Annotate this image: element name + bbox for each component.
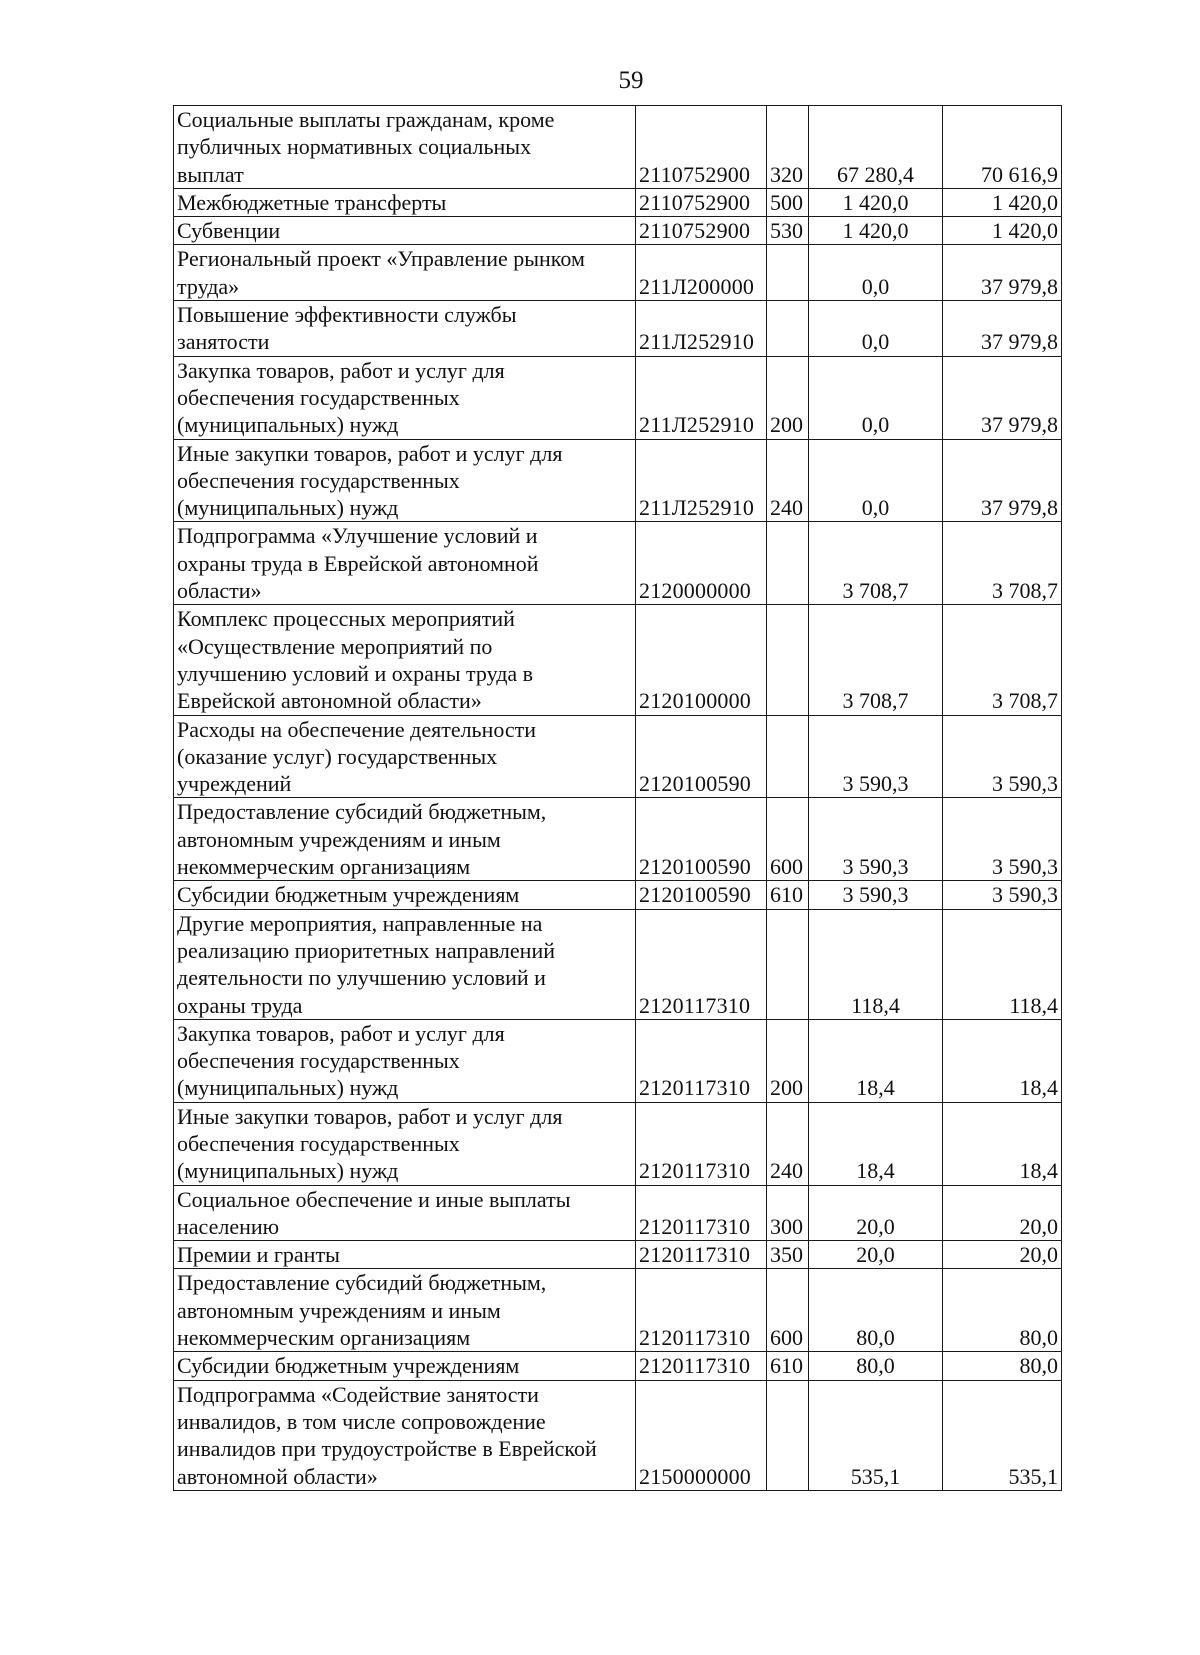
row-expense-type <box>767 1380 809 1490</box>
row-name: Иные закупки товаров, работ и услуг для обеспечения государственных (муниципальных) нужд <box>174 439 636 522</box>
table-row <box>174 605 1062 715</box>
row-expense-type: 200 <box>767 356 809 439</box>
row-amount-1: 18,4 <box>809 1102 943 1185</box>
row-target-code: 2120117310 <box>636 1019 767 1102</box>
row-target-code: 211Л252910 <box>636 356 767 439</box>
row-amount-1: 80,0 <box>809 1269 943 1352</box>
row-amount-1: 1 420,0 <box>809 188 943 216</box>
row-amount-2: 37 979,8 <box>943 356 1062 439</box>
row-amount-2: 20,0 <box>943 1241 1062 1269</box>
row-target-code: 2120117310 <box>636 909 767 1019</box>
table-row <box>174 439 1062 522</box>
row-amount-2: 37 979,8 <box>943 245 1062 301</box>
row-expense-type: 600 <box>767 798 809 881</box>
row-target-code: 2120117310 <box>636 1185 767 1241</box>
row-expense-type: 500 <box>767 188 809 216</box>
row-amount-1: 3 708,7 <box>809 522 943 605</box>
row-expense-type: 200 <box>767 1019 809 1102</box>
row-amount-2: 3 590,3 <box>943 881 1062 909</box>
row-name: Региональный проект «Управление рынком труда» <box>174 245 636 301</box>
table-row <box>174 217 1062 245</box>
row-target-code: 2120117310 <box>636 1352 767 1380</box>
table-row <box>174 356 1062 439</box>
table-row <box>174 1019 1062 1102</box>
row-target-code: 211Л252910 <box>636 439 767 522</box>
row-amount-2: 70 616,9 <box>943 106 1062 189</box>
row-expense-type: 240 <box>767 1102 809 1185</box>
row-amount-2: 80,0 <box>943 1269 1062 1352</box>
row-expense-type <box>767 909 809 1019</box>
row-expense-type <box>767 605 809 715</box>
table-row <box>174 1269 1062 1352</box>
table-row <box>174 188 1062 216</box>
row-amount-2: 1 420,0 <box>943 217 1062 245</box>
row-expense-type: 600 <box>767 1269 809 1352</box>
row-name: Закупка товаров, работ и услуг для обеспечения государственных (муниципальных) нужд <box>174 356 636 439</box>
table-row <box>174 522 1062 605</box>
row-target-code: 2120100590 <box>636 715 767 798</box>
row-amount-1: 67 280,4 <box>809 106 943 189</box>
row-name: Иные закупки товаров, работ и услуг для обеспечения государственных (муниципальных) нужд <box>174 1102 636 1185</box>
row-target-code: 2120117310 <box>636 1269 767 1352</box>
budget-table-body <box>174 106 1062 1491</box>
table-row <box>174 1241 1062 1269</box>
row-name: Закупка товаров, работ и услуг для обеспечения государственных (муниципальных) нужд <box>174 1019 636 1102</box>
row-expense-type: 300 <box>767 1185 809 1241</box>
row-amount-2: 37 979,8 <box>943 301 1062 357</box>
row-amount-2: 1 420,0 <box>943 188 1062 216</box>
table-row <box>174 1352 1062 1380</box>
row-name: Комплекс процессных мероприятий «Осуществление мероприятий по улучшению условий и охраны труда в Еврейской автономной области» <box>174 605 636 715</box>
row-target-code: 2120100590 <box>636 881 767 909</box>
table-row <box>174 881 1062 909</box>
row-amount-1: 20,0 <box>809 1241 943 1269</box>
row-target-code: 211Л200000 <box>636 245 767 301</box>
row-name: Предоставление субсидий бюджетным, автономным учреждениям и иным некоммерческим организациям <box>174 1269 636 1352</box>
row-amount-2: 3 590,3 <box>943 798 1062 881</box>
row-name: Другие мероприятия, направленные на реализацию приоритетных направлений деятельности по улучшению условий и охраны труда <box>174 909 636 1019</box>
row-amount-2: 118,4 <box>943 909 1062 1019</box>
row-target-code: 2120000000 <box>636 522 767 605</box>
row-target-code: 2120100000 <box>636 605 767 715</box>
row-target-code: 2110752900 <box>636 188 767 216</box>
row-amount-2: 37 979,8 <box>943 439 1062 522</box>
row-name: Субсидии бюджетным учреждениям <box>174 1352 636 1380</box>
row-amount-2: 20,0 <box>943 1185 1062 1241</box>
table-row <box>174 245 1062 301</box>
row-amount-1: 20,0 <box>809 1185 943 1241</box>
row-name: Повышение эффективности службы занятости <box>174 301 636 357</box>
row-amount-1: 535,1 <box>809 1380 943 1490</box>
row-amount-1: 3 708,7 <box>809 605 943 715</box>
row-amount-1: 0,0 <box>809 356 943 439</box>
row-amount-2: 18,4 <box>943 1102 1062 1185</box>
row-amount-2: 3 590,3 <box>943 715 1062 798</box>
table-row <box>174 715 1062 798</box>
row-expense-type: 530 <box>767 217 809 245</box>
row-amount-2: 535,1 <box>943 1380 1062 1490</box>
table-row <box>174 909 1062 1019</box>
row-name: Премии и гранты <box>174 1241 636 1269</box>
row-name: Подпрограмма «Содействие занятости инвалидов, в том числе сопровождение инвалидов при трудоустройстве в Еврейской автономной области» <box>174 1380 636 1490</box>
table-row <box>174 301 1062 357</box>
row-target-code: 2110752900 <box>636 217 767 245</box>
row-amount-1: 118,4 <box>809 909 943 1019</box>
row-name: Субсидии бюджетным учреждениям <box>174 881 636 909</box>
row-expense-type: 320 <box>767 106 809 189</box>
row-amount-1: 0,0 <box>809 245 943 301</box>
row-expense-type: 610 <box>767 1352 809 1380</box>
row-name: Межбюджетные трансферты <box>174 188 636 216</box>
table-row <box>174 1380 1062 1490</box>
row-amount-2: 18,4 <box>943 1019 1062 1102</box>
row-target-code: 2150000000 <box>636 1380 767 1490</box>
row-expense-type: 610 <box>767 881 809 909</box>
row-amount-2: 80,0 <box>943 1352 1062 1380</box>
row-amount-1: 0,0 <box>809 439 943 522</box>
row-amount-1: 80,0 <box>809 1352 943 1380</box>
row-expense-type <box>767 301 809 357</box>
row-target-code: 2120117310 <box>636 1241 767 1269</box>
row-name: Расходы на обеспечение деятельности (оказание услуг) государственных учреждений <box>174 715 636 798</box>
row-name: Социальные выплаты гражданам, кроме публичных нормативных социальных выплат <box>174 106 636 189</box>
table-row <box>174 798 1062 881</box>
row-name: Подпрограмма «Улучшение условий и охраны труда в Еврейской автономной области» <box>174 522 636 605</box>
row-name: Предоставление субсидий бюджетным, автономным учреждениям и иным некоммерческим организациям <box>174 798 636 881</box>
table-row <box>174 1102 1062 1185</box>
budget-table <box>173 105 1062 1491</box>
row-target-code: 2120117310 <box>636 1102 767 1185</box>
row-amount-1: 3 590,3 <box>809 798 943 881</box>
row-name: Субвенции <box>174 217 636 245</box>
row-expense-type <box>767 715 809 798</box>
row-expense-type <box>767 245 809 301</box>
row-expense-type: 240 <box>767 439 809 522</box>
row-expense-type <box>767 522 809 605</box>
row-name: Социальное обеспечение и иные выплаты населению <box>174 1185 636 1241</box>
table-row <box>174 1185 1062 1241</box>
page-number: 59 <box>618 67 644 94</box>
row-amount-1: 0,0 <box>809 301 943 357</box>
row-target-code: 2120100590 <box>636 798 767 881</box>
row-target-code: 211Л252910 <box>636 301 767 357</box>
row-expense-type: 350 <box>767 1241 809 1269</box>
row-amount-2: 3 708,7 <box>943 522 1062 605</box>
row-target-code: 2110752900 <box>636 106 767 189</box>
row-amount-2: 3 708,7 <box>943 605 1062 715</box>
row-amount-1: 1 420,0 <box>809 217 943 245</box>
row-amount-1: 3 590,3 <box>809 715 943 798</box>
table-row <box>174 106 1062 189</box>
row-amount-1: 3 590,3 <box>809 881 943 909</box>
row-amount-1: 18,4 <box>809 1019 943 1102</box>
